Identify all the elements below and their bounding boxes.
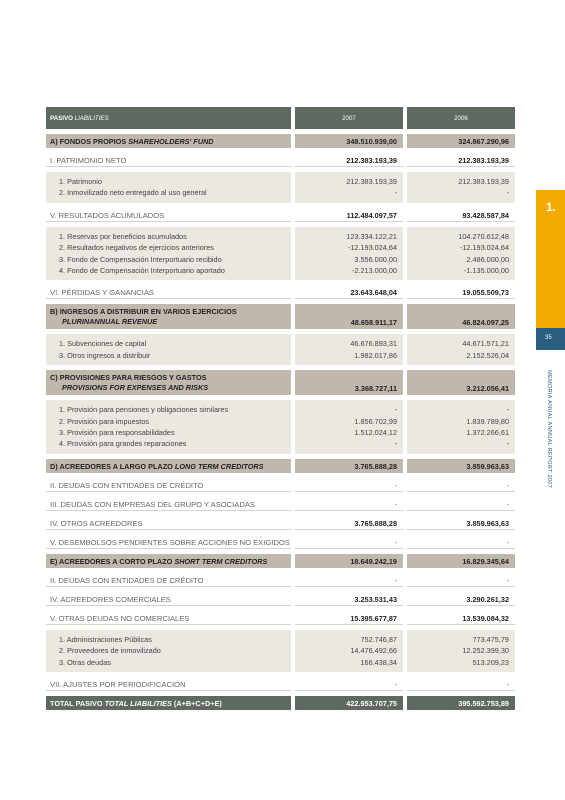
table-row — [46, 573, 515, 587]
row-label-es: VI. PÉRDIDAS Y GANANCIAS — [50, 288, 154, 298]
value-2007: -2.213.000,00 — [351, 265, 397, 275]
row-label — [50, 557, 267, 566]
row-label — [50, 538, 290, 547]
table-cell — [295, 285, 403, 299]
table-cell — [46, 516, 291, 530]
row-label — [50, 156, 126, 165]
table-cell — [407, 516, 515, 530]
detail-label: 2. Inmovilizado neto entregado al uso general — [59, 188, 207, 198]
table-cell — [46, 208, 291, 222]
table-cell — [295, 334, 403, 365]
row-label — [50, 614, 189, 623]
table-cell — [295, 400, 403, 454]
row-label — [50, 481, 203, 490]
table-cell — [407, 592, 515, 606]
table-cell — [46, 153, 291, 167]
value-2006: 1.839.789,80 — [466, 416, 509, 426]
table-cell — [46, 459, 291, 473]
table-cell — [295, 677, 403, 691]
header-label — [50, 114, 109, 123]
detail-label: 2. Proveedores de inmovilizado — [59, 646, 161, 656]
value-2006: 2.152.526,04 — [466, 350, 509, 360]
value-2006: 16.829.345,64 — [462, 556, 509, 566]
value-2007: 14.476.492,66 — [350, 646, 397, 656]
table-row — [46, 497, 515, 511]
table-row — [46, 478, 515, 492]
value-2007: 1.856.702,99 — [354, 416, 397, 426]
value-2007: 123.334.122,21 — [346, 231, 397, 241]
table-cell — [407, 535, 515, 549]
table-cell — [46, 677, 291, 691]
table-cell — [407, 227, 515, 281]
table-cell — [46, 497, 291, 511]
table-cell — [46, 134, 291, 148]
table-row — [46, 516, 515, 530]
table-header — [46, 107, 515, 129]
value-2007: - — [394, 480, 397, 490]
value-2006: 44.671.571,21 — [462, 339, 509, 349]
header-label-es: PASIVO — [50, 115, 73, 122]
value-2006: 1.372.266,61 — [466, 427, 509, 437]
value-2006: 104.270.612,48 — [458, 231, 509, 241]
value-2007: 752.746,87 — [360, 634, 397, 644]
row-label-es: V. RESULTADOS ACUMULADOS — [50, 210, 165, 220]
report-title-vertical: MEMORIA ANUAL ANNUAL REPORT 2007 — [546, 370, 552, 489]
table-cell — [46, 227, 291, 281]
value-2006: -12.193.024,64 — [459, 243, 509, 253]
row-label-es: VII. AJUSTES POR PERIODIFICACIÓN — [50, 680, 186, 689]
table-cell — [295, 497, 403, 511]
detail-group — [46, 172, 515, 203]
detail-label: 4. Fondo de Compensación Interportuario aportado — [59, 265, 225, 275]
table-cell — [407, 107, 515, 129]
table-cell — [407, 478, 515, 492]
table-cell — [295, 172, 403, 203]
table-cell — [295, 573, 403, 587]
table-row — [46, 592, 515, 606]
table-cell — [46, 172, 291, 203]
row-label-es: D) ACREEDORES A LARGO PLAZO — [50, 461, 175, 471]
value-2006: - — [506, 439, 509, 449]
value-2006: - — [506, 537, 509, 547]
detail-label: 3. Fondo de Compensación Interportuario recibido — [59, 254, 222, 264]
value-2007: - — [394, 680, 397, 689]
section-label: C) PROVISIONES PARA RIESGOS Y GASTOS — [50, 373, 207, 383]
value-2006: 93.428.587,84 — [462, 210, 509, 220]
chapter-tab — [536, 190, 565, 328]
row-label — [50, 211, 164, 220]
value-2007: 166.438,34 — [360, 657, 397, 667]
table-cell — [407, 573, 515, 587]
row-label-en: LONG TERM CREDITORS — [174, 461, 264, 471]
value-2007: 1.512.024,12 — [354, 427, 397, 437]
table-cell — [46, 573, 291, 587]
table-cell — [407, 611, 515, 625]
value-2006: - — [506, 188, 509, 198]
value-2007: 18.649.242,19 — [350, 556, 397, 566]
table-cell — [295, 535, 403, 549]
chapter-number: 1. — [546, 200, 557, 214]
value-2006: 46.824.097,25 — [462, 318, 509, 328]
value-2006: 2.486.000,00 — [466, 254, 509, 264]
value-2007: 3.765.888,28 — [354, 461, 397, 471]
table-cell — [295, 208, 403, 222]
row-label-es: TOTAL PASIVO — [50, 699, 105, 708]
page-number-tab — [536, 328, 565, 350]
detail-label: 3. Provisión para responsabilidades — [59, 427, 175, 437]
detail-label: 1. Provisión para pensiones y obligaciones similares — [59, 405, 229, 415]
value-2006: 3.859.963,63 — [466, 518, 509, 528]
value-2007: 3.556.000,00 — [354, 254, 397, 264]
row-label — [50, 519, 143, 528]
section-row — [46, 459, 515, 473]
table-cell — [46, 370, 291, 395]
table-cell — [295, 478, 403, 492]
value-2006: - — [506, 575, 509, 585]
detail-group — [46, 227, 515, 281]
detail-group — [46, 334, 515, 365]
value-2007: 46.676.893,31 — [350, 339, 397, 349]
row-label-es: IV. ACREEDORES COMERCIALES — [50, 594, 171, 604]
header-label-en: LIABILITIES — [72, 115, 109, 122]
value-2007: 212.383.193,39 — [346, 156, 397, 165]
detail-label: 3. Otras deudas — [59, 657, 111, 667]
detail-label: 2. Provisión para impuestos — [59, 416, 150, 426]
row-label — [50, 500, 255, 509]
value-2006: - — [506, 480, 509, 490]
value-2007: - — [394, 575, 397, 585]
detail-group — [46, 630, 515, 672]
value-2007: 23.643.648,04 — [350, 288, 397, 298]
table-cell — [46, 535, 291, 549]
detail-label: 4. Provisión para grandes reparaciones — [59, 439, 187, 449]
table-row — [46, 535, 515, 549]
table-row — [46, 611, 515, 625]
table-cell — [407, 334, 515, 365]
section-row — [46, 370, 515, 395]
header-year-2006: 2006 — [454, 115, 468, 122]
table-cell — [46, 478, 291, 492]
table-cell — [407, 677, 515, 691]
detail-label: 1. Subvenciones de capital — [59, 339, 147, 349]
table-cell — [407, 370, 515, 395]
table-row — [46, 153, 515, 167]
table-cell — [407, 630, 515, 672]
row-label — [50, 288, 154, 297]
table-cell — [295, 370, 403, 395]
value-2006: 395.592.753,89 — [458, 699, 509, 708]
table-cell — [46, 285, 291, 299]
table-cell — [295, 696, 403, 710]
row-label-es: II. DEUDAS CON ENTIDADES DE CRÉDITO — [50, 480, 204, 490]
value-2006: - — [506, 499, 509, 509]
table-cell — [46, 592, 291, 606]
table-cell — [407, 285, 515, 299]
value-2007: - — [394, 188, 397, 198]
table-cell — [407, 134, 515, 148]
row-label — [50, 576, 203, 585]
row-label-es: A) FONDOS PROPIOS — [50, 137, 129, 146]
value-2006: 212.383.193,39 — [458, 177, 509, 186]
value-2006: - — [506, 405, 509, 415]
value-2007: 1.982.017,86 — [354, 350, 397, 360]
value-2006: -1.135.000,00 — [463, 265, 509, 275]
table-cell — [295, 459, 403, 473]
value-2007: 15.395.677,87 — [350, 613, 397, 623]
row-label — [50, 137, 214, 146]
table-cell — [407, 497, 515, 511]
row-label-es: V. DESEMBOLSOS PENDIENTES SOBRE ACCIONES NO EXIGIDOS — [50, 537, 290, 547]
table-cell — [407, 208, 515, 222]
section-label: B) INGRESOS A DISTRIBUIR EN VARIOS EJERCICIOS — [50, 307, 237, 317]
section-row — [46, 554, 515, 568]
row-label-es: IV. OTROS ACREEDORES — [50, 518, 143, 528]
value-2006: - — [506, 680, 509, 689]
table-cell — [407, 459, 515, 473]
value-2007: 3.368.727,11 — [354, 384, 397, 394]
table-cell — [46, 304, 291, 329]
table-cell — [407, 696, 515, 710]
value-2007: 212.383.193,39 — [346, 177, 397, 186]
value-2007: -12.193.024,64 — [347, 243, 397, 253]
table-cell — [295, 516, 403, 530]
table-cell — [295, 554, 403, 568]
row-label — [50, 595, 171, 604]
table-cell — [295, 107, 403, 129]
table-cell — [295, 227, 403, 281]
value-2006: 3.290.261,32 — [466, 594, 509, 604]
section-row — [46, 134, 515, 148]
value-2006: 212.383.193,39 — [458, 156, 509, 165]
row-label-en: SHAREHOLDERS' FUND — [128, 137, 214, 146]
detail-group — [46, 400, 515, 454]
value-2007: - — [394, 439, 397, 449]
row-label-tail: (A+B+C+D+E) — [171, 699, 222, 708]
section-label-en: PLURINANNUAL REVENUE — [62, 317, 158, 327]
table-cell — [46, 400, 291, 454]
table-cell — [46, 630, 291, 672]
row-label — [50, 699, 222, 708]
table-cell — [295, 592, 403, 606]
detail-label: 1. Patrimonio — [59, 177, 102, 186]
table-cell — [407, 400, 515, 454]
value-2007: - — [394, 499, 397, 509]
row-label-es: E) ACREEDORES A CORTO PLAZO — [50, 556, 175, 566]
value-2007: 112.484.097,57 — [346, 210, 397, 220]
value-2007: 3.253.531,43 — [354, 594, 397, 604]
value-2006: 324.867.290,96 — [458, 137, 509, 146]
header-year-2007: 2007 — [342, 115, 356, 122]
value-2006: 513.209,23 — [472, 657, 509, 667]
page-number: 35 — [545, 335, 552, 341]
table-cell — [295, 304, 403, 329]
table-cell — [295, 611, 403, 625]
detail-label: 1. Administraciones Públicas — [59, 634, 152, 644]
detail-label: 2. Resultados negativos de ejercicios anteriores — [59, 243, 214, 253]
value-2007: 422.953.707,75 — [346, 699, 397, 708]
value-2007: 48.658.911,17 — [350, 318, 397, 328]
section-row — [46, 304, 515, 329]
value-2007: 348.510.939,00 — [346, 137, 397, 146]
total-row — [46, 696, 515, 710]
table-cell — [46, 611, 291, 625]
value-2006: 12.252.399,30 — [462, 646, 509, 656]
row-label-es: II. DEUDAS CON ENTIDADES DE CRÉDITO — [50, 575, 204, 585]
value-2006: 773.475,79 — [472, 634, 509, 644]
value-2006: 13.539.084,32 — [462, 613, 509, 623]
table-row — [46, 677, 515, 691]
value-2007: - — [394, 537, 397, 547]
row-label-es: III. DEUDAS CON EMPRESAS DEL GRUPO Y ASOCIADAS — [50, 499, 255, 509]
value-2006: 3.212.056,41 — [466, 384, 509, 394]
value-2007: 3.765.888,28 — [354, 518, 397, 528]
value-2007: - — [394, 405, 397, 415]
table-cell — [46, 696, 291, 710]
row-label-en: SHORT TERM CREDITORS — [174, 556, 268, 566]
table-cell — [407, 554, 515, 568]
table-cell — [295, 134, 403, 148]
table-cell — [46, 107, 291, 129]
value-2006: 3.859.963,63 — [466, 461, 509, 471]
table-cell — [46, 554, 291, 568]
table-row — [46, 285, 515, 299]
table-cell — [295, 153, 403, 167]
value-2006: 19.055.509,73 — [462, 288, 509, 298]
detail-label: 1. Reservas por beneficios acumulados — [59, 231, 187, 241]
table-cell — [46, 334, 291, 365]
table-cell — [407, 172, 515, 203]
table-cell — [407, 153, 515, 167]
row-label-en: TOTAL LIABILITIES — [104, 699, 172, 708]
section-label-en: PROVISIONS FOR EXPENSES AND RISKS — [62, 383, 209, 393]
table-cell — [295, 630, 403, 672]
row-label-es: V. OTRAS DEUDAS NO COMERCIALES — [50, 613, 190, 623]
detail-label: 3. Otros ingresos a distribuir — [59, 350, 151, 360]
table-cell — [407, 304, 515, 329]
row-label — [50, 680, 185, 689]
row-label-es: I. PATRIMONIO NETO — [50, 156, 127, 165]
table-row — [46, 208, 515, 222]
row-label — [50, 462, 264, 471]
